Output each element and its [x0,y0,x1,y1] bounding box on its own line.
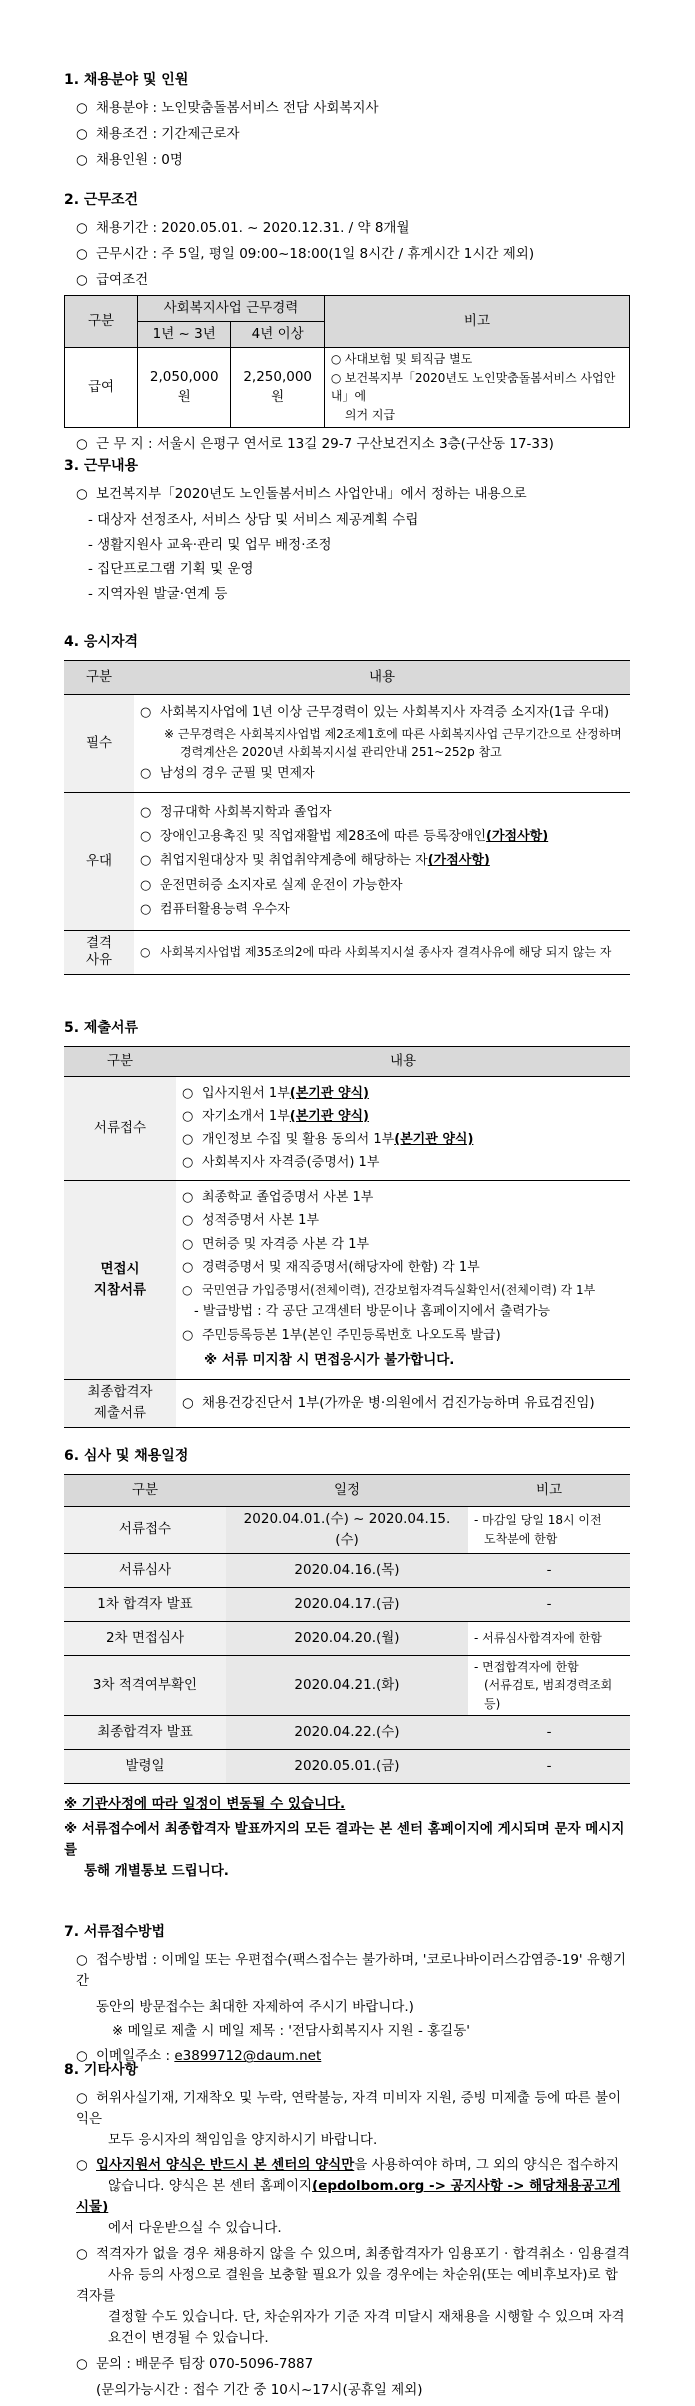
section-8-title: 8. 기타사항 [64,2062,139,2078]
th-content: 내용 [176,1046,630,1076]
s8-p3: ○ 적격자가 없을 경우 채용하지 않을 수 있으며, 최종합격자가 임용포기 · 합격취소 · 임용결격 사유 등의 사정으로 결원을 보충할 필요가 있을 경우에는 차순위(또는 예비후보자)로 합격자를 결정할 수도 있습니다. 단, 차순위자가 기준 자격 미달시 재채용을 시행할 수 있으며 자격 요건이 변경될 수 있습니다. [76,2246,630,2346]
schedule-step: 2차 면접심사 [64,1621,226,1655]
schedule-note: - 면접합격자에 한함 (서류검토, 범죄경력조회 등) [468,1655,630,1716]
th-note: 비고 [468,1474,630,1506]
s2-place: ○ 근 무 지 : 서울시 은평구 연서로 13길 29-7 구산보건지소 3층(구산동 17-33) [76,435,554,452]
th-gubun: 구분 [65,296,138,348]
s8-p1: ○ 허위사실기재, 기재착오 및 누락, 연락불능, 자격 미비자 지원, 증빙 미제출 등에 따른 불이익은 모두 응시자의 책임임을 양지하시기 바랍니다. [76,2089,622,2148]
schedule-note: - 마감일 당일 18시 이전 도착분에 한함 [468,1506,630,1553]
schedule-date: 2020.04.20.(월) [226,1621,468,1655]
s1-item: ○ 채용인원 : 0명 [76,151,183,168]
schedule-row [64,1621,630,1655]
section-5 [64,1018,630,1428]
docs-final-label: 최종합격자 제출서류 [64,1379,176,1427]
s7-mail-subject: ※ 메일로 제출 시 메일 제목 : '전담사회복지사 지원 - 홍길동' [112,2023,470,2040]
s7-method: ○ 접수방법 : 이메일 또는 우편접수(팩스접수는 불가하며, '코로나바이러스감염증-19' 유행기간 [76,1951,627,1989]
docs-apply-label: 서류접수 [64,1076,176,1181]
schedule-note: - [468,1553,630,1587]
schedule-table [64,1474,630,1785]
schedule-date: 2020.04.01.(수) ~ 2020.04.15.(수) [226,1506,468,1553]
schedule-date: 2020.04.17.(금) [226,1587,468,1621]
schedule-date: 2020.04.22.(수) [226,1716,468,1750]
schedule-date: 2020.04.21.(화) [226,1655,468,1716]
docs-apply-content: ○ 입사지원서 1부(본기관 양식) ○ 자기소개서 1부(본기관 양식) ○ 개인정보 수집 및 활용 동의서 1부(본기관 양식) ○ 사회복지사 자격증(증명서) 1부 [176,1076,630,1181]
s3-item: - 대상자 선정조사, 서비스 상담 및 서비스 제공계획 수립 [88,511,419,528]
s2-salary-label: ○ 급여조건 [76,271,149,288]
docs-interview-label: 면접시 지참서류 [64,1181,176,1379]
s3-item: - 생활지원사 교육·관리 및 업무 배정·조정 [88,536,332,553]
req-content: ○ 사회복지사업에 1년 이상 근무경력이 있는 사회복지사 자격증 소지자(1급 우대) ※ 근무경력은 사회복지사업법 제2조제1호에 따른 사회복지사업 근무기간으로 산정하며 경력계산은 2020년 사회복지시설 관리안내 251~252p 참고 ○ 남성의 경우 군필 및 면제자 [134,694,630,792]
s8-p4: ○ 문의 : 배문주 팀장 070-5096-7887 [76,2355,314,2372]
s3-item: - 지역자원 발굴·연계 등 [88,586,228,603]
section-2-title: 2. 근무조건 [64,192,139,208]
section-1-title: 1. 채용분야 및 인원 [64,72,189,88]
schedule-step: 서류접수 [64,1506,226,1553]
s8-p5: (문의가능시간 : 접수 기간 중 10시~17시(공휴일 제외) [96,2381,423,2398]
docs-final-content: ○ 채용건강진단서 1부(가까운 병·의원에서 검진가능하며 유료검진임) [176,1379,630,1427]
schedule-note: - [468,1587,630,1621]
schedule-step: 서류심사 [64,1553,226,1587]
section-7 [64,1922,630,2072]
s3-intro: ○ 보건복지부「2020년도 노인돌봄서비스 사업안내」에서 정하는 내용으로 [76,485,527,502]
schedule-warning-2: ※ 서류접수에서 최종합격자 발표까지의 모든 결과는 본 센터 홈페이지에 게시되며 문자 메시지를 통해 개별통보 드립니다. [64,1821,625,1880]
documents-table [64,1046,630,1428]
section-6-title: 6. 심사 및 채용일정 [64,1448,189,1464]
homepage-link[interactable]: (epdolbom.org -> 공지사항 -> 해당채용공고게시물) [76,2178,621,2216]
s2-period: ○ 채용기간 : 2020.05.01. ~ 2020.12.31. / 약 8개월 [76,219,410,236]
s3-item: - 집단프로그램 기획 및 운영 [88,561,254,578]
qualification-table [64,660,630,975]
s7-method-2: 동안의 방문접수는 최대한 자제하여 주시기 바랍니다.) [96,1998,414,2015]
salary-row-label: 급여 [65,348,138,427]
section-8 [64,2060,630,2406]
section-4-title: 4. 응시자격 [64,634,139,650]
schedule-step: 최종합격자 발표 [64,1716,226,1750]
schedule-step: 1차 합격자 발표 [64,1587,226,1621]
schedule-row [64,1750,630,1784]
salary-value-1: 2,050,000원 [138,348,231,427]
s2-hours: ○ 근무시간 : 주 5일, 평일 09:00~18:00(1일 8시간 / 휴게시간 1시간 제외) [76,245,535,262]
schedule-date: 2020.04.16.(목) [226,1553,468,1587]
s7-email: ○ 이메일주소 : e3899712@daum.net [76,2048,322,2065]
s1-item: ○ 채용조건 : 기간제근로자 [76,125,240,142]
schedule-row [64,1655,630,1716]
s1-item: ○ 채용분야 : 노인맞춤돌봄서비스 전담 사회복지사 [76,99,379,116]
req-label: 필수 [64,694,134,792]
section-3 [64,456,630,609]
schedule-date: 2020.05.01.(금) [226,1750,468,1784]
th-note: 비고 [324,296,629,348]
s8-p2: ○ 입사지원서 양식은 반드시 본 센터의 양식만을 사용하여야 하며, 그 외의 양식은 접수하지 않습니다. 양식은 본 센터 홈페이지(epdolbom.org -> 공지사항 -> 해당채용공고게시물) 에서 다운받으실 수 있습니다. [76,2157,621,2237]
schedule-row [64,1716,630,1750]
th-4plus: 4년 이상 [231,322,324,348]
section-7-title: 7. 서류접수방법 [64,1924,166,1940]
section-6 [64,1446,630,1886]
docs-interview-content: ○ 최종학교 졸업증명서 사본 1부 ○ 성적증명서 사본 1부 ○ 면허증 및 자격증 사본 각 1부 ○ 경력증명서 및 재직증명서(해당자에 한함) 각 1부 ○ 국민연금 가입증명서(전체이력), 건강보험자격득실확인서(전체이력) 각 1부 - 발급방법 : 각 공단 고객센터 방문이나 홈페이지에서 출력가능 ○ 주민등록등본 1부(본인 주민등록번호 나오도록 발급) ※ 서류 미지참 시 면접응시가 불가합니다. [176,1181,630,1379]
section-4 [64,632,630,975]
schedule-warning-1: ※ 기관사정에 따라 일정이 변동될 수 있습니다. [64,1796,346,1813]
section-3-title: 3. 근무내용 [64,458,139,474]
section-5-title: 5. 제출서류 [64,1020,139,1036]
schedule-note: - 서류심사합격자에 한함 [468,1621,630,1655]
salary-value-2: 2,250,000원 [231,348,324,427]
salary-table [64,295,630,427]
schedule-step: 발령일 [64,1750,226,1784]
pref-label: 우대 [64,793,134,931]
dis-label: 결격 사유 [64,930,134,974]
section-2 [64,190,630,460]
th-gubun: 구분 [64,1474,226,1506]
email-link[interactable]: e3899712@daum.net [174,2048,322,2065]
schedule-row [64,1506,630,1553]
th-1-3: 1년 ~ 3년 [138,322,231,348]
th-date: 일정 [226,1474,468,1506]
schedule-note: - [468,1716,630,1750]
schedule-row [64,1553,630,1587]
pref-content: ○ 정규대학 사회복지학과 졸업자 ○ 장애인고용촉진 및 직업재활법 제28조에 따른 등록장애인(가점사항) ○ 취업지원대상자 및 취업취약계층에 해당하는 자(가점사항) ○ 운전면허증 소지자로 실제 운전이 가능한자 ○ 컴퓨터활용능력 우수자 [134,793,630,931]
schedule-note: - [468,1750,630,1784]
th-gubun: 구분 [64,1046,176,1076]
th-content: 내용 [134,660,630,694]
schedule-row [64,1587,630,1621]
salary-note: ○ 사대보험 및 퇴직금 별도 ○ 보건복지부「2020년도 노인맞춤돌봄서비스 사업안내」에 의거 지급 [324,348,629,427]
th-gubun: 구분 [64,660,134,694]
dis-content: ○ 사회복지사업법 제35조의2에 따라 사회복지시설 종사자 결격사유에 해당 되지 않는 자 [134,930,630,974]
schedule-step: 3차 적격여부확인 [64,1655,226,1716]
th-career: 사회복지사업 근무경력 [138,296,325,322]
section-1 [64,70,630,175]
